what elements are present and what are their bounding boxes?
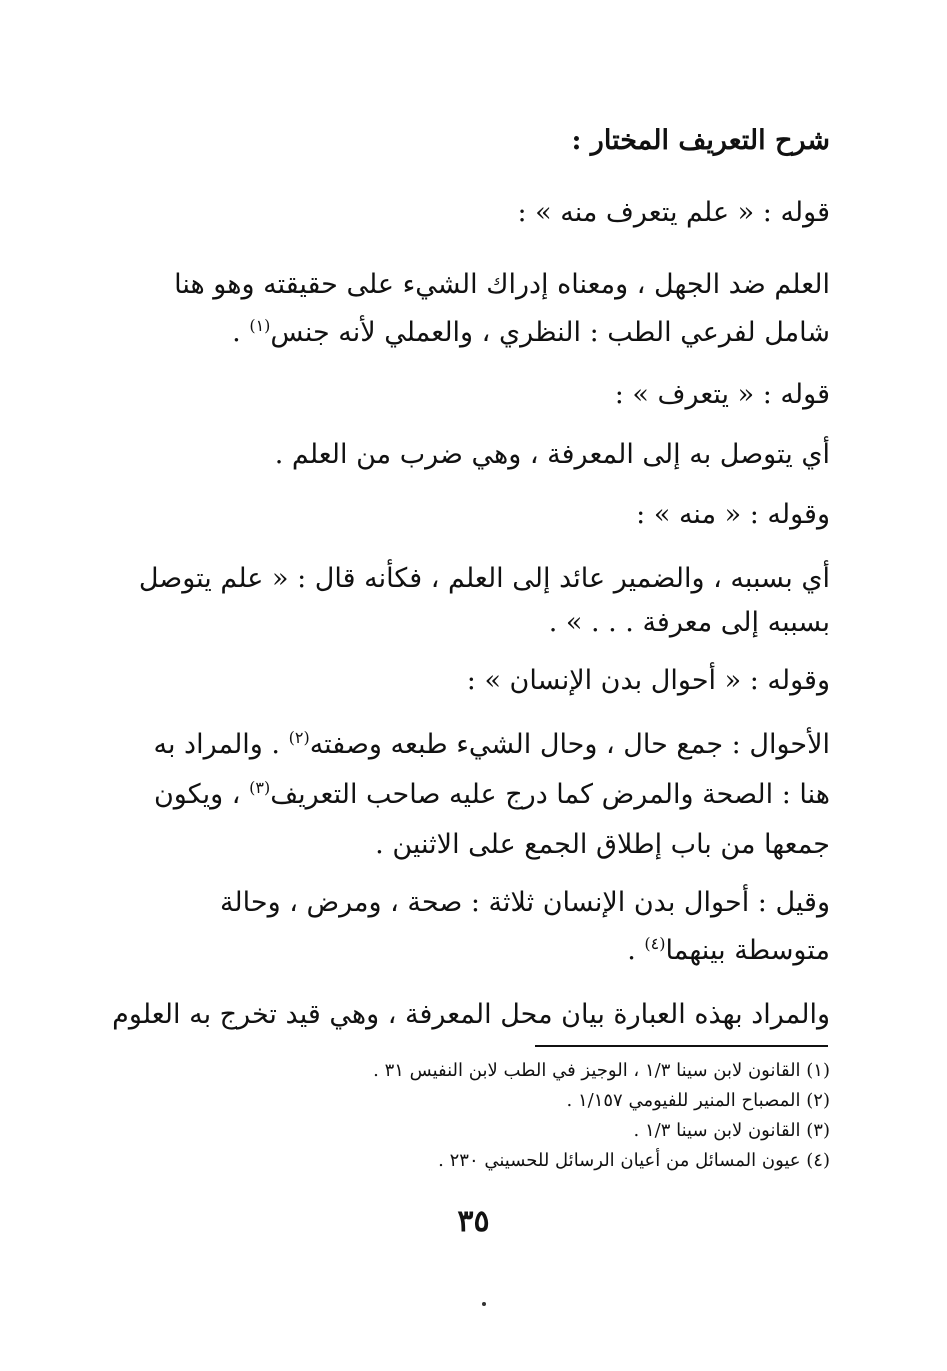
text-line-content: أي بسببه ، والضمير عائد إلى العلم ، فكأنه قال : « علم يتوصل — [138, 563, 830, 594]
text-line-content: قوله : « علم يتعرف منه » : — [517, 197, 830, 228]
text-line-content: هنا : الصحة والمرض كما درج عليه صاحب التعريف — [270, 779, 830, 810]
text-line-content: وقيل : أحوال بدن الإنسان ثلاثة : صحة ، ومرض ، وحالة — [219, 887, 830, 918]
text-line-4 — [110, 310, 830, 356]
text-line-content: شرح التعريف المختار : — [571, 125, 830, 156]
footnote-marker: (١) — [249, 316, 271, 335]
text-line-1 — [110, 118, 830, 164]
text-line-content: شامل لفرعي الطب : النظري ، والعملي لأنه جنس — [270, 317, 830, 348]
text-line-content: العلم ضد الجهل ، ومعناه إدراك الشيء على حقيقته وهو هنا — [174, 269, 830, 300]
text-line-6 — [110, 432, 830, 478]
text-line-content: وقوله : « أحوال بدن الإنسان » : — [466, 665, 830, 696]
text-line-11 — [110, 722, 830, 768]
text-line-content: وقوله : « منه » : — [636, 499, 830, 530]
text-line-tail: . — [232, 317, 250, 348]
text-line-12 — [110, 772, 830, 818]
text-line-tail: ، ويكون — [153, 779, 250, 810]
text-line-content: بسببه إلى معرفة . . . » . — [548, 607, 830, 638]
text-line-5 — [110, 372, 830, 418]
text-line-15 — [110, 928, 830, 974]
text-line-7 — [110, 492, 830, 538]
footnote-2: (٢) المصباح المنير للفيومي ١/١٥٧ . — [566, 1090, 830, 1111]
page-number: ٣٥ — [457, 1204, 490, 1239]
text-line-content: جمعها من باب إطلاق الجمع على الاثنين . — [375, 829, 830, 860]
text-line-3 — [110, 262, 830, 308]
text-line-content: الأحوال : جمع حال ، وحال الشيء طبعه وصفته — [309, 729, 830, 760]
text-line-tail: . والمراد به — [153, 729, 289, 760]
text-line-14 — [110, 880, 830, 926]
footnote-marker: (٣) — [249, 778, 271, 797]
text-line-9 — [110, 600, 830, 646]
page-speck — [482, 1302, 486, 1306]
footnote-marker: (٢) — [288, 728, 310, 747]
text-line-10 — [110, 658, 830, 704]
text-line-content: قوله : « يتعرف » : — [614, 379, 830, 410]
text-line-content: والمراد بهذه العبارة بيان محل المعرفة ، وهي قيد تخرج به العلوم — [112, 999, 830, 1030]
footnote-1: (١) القانون لابن سينا ١/٣ ، الوجيز في الطب لابن النفيس ٣١ . — [373, 1060, 830, 1081]
text-line-2 — [110, 190, 830, 236]
footnote-3: (٣) القانون لابن سينا ١/٣ . — [633, 1120, 830, 1141]
footnote-4: (٤) عيون المسائل من أعيان الرسائل للحسيني ٢٣٠ . — [438, 1150, 830, 1171]
footnote-marker: (٤) — [644, 934, 666, 953]
text-line-16 — [110, 992, 830, 1038]
text-line-tail: . — [627, 935, 645, 966]
footnotes — [300, 1056, 830, 1176]
footnote-separator — [535, 1045, 828, 1047]
text-line-content: متوسطة بينهما — [665, 935, 830, 966]
text-line-8 — [110, 556, 830, 602]
text-line-content: أي يتوصل به إلى المعرفة ، وهي ضرب من العلم . — [274, 439, 830, 470]
text-line-13 — [110, 822, 830, 868]
